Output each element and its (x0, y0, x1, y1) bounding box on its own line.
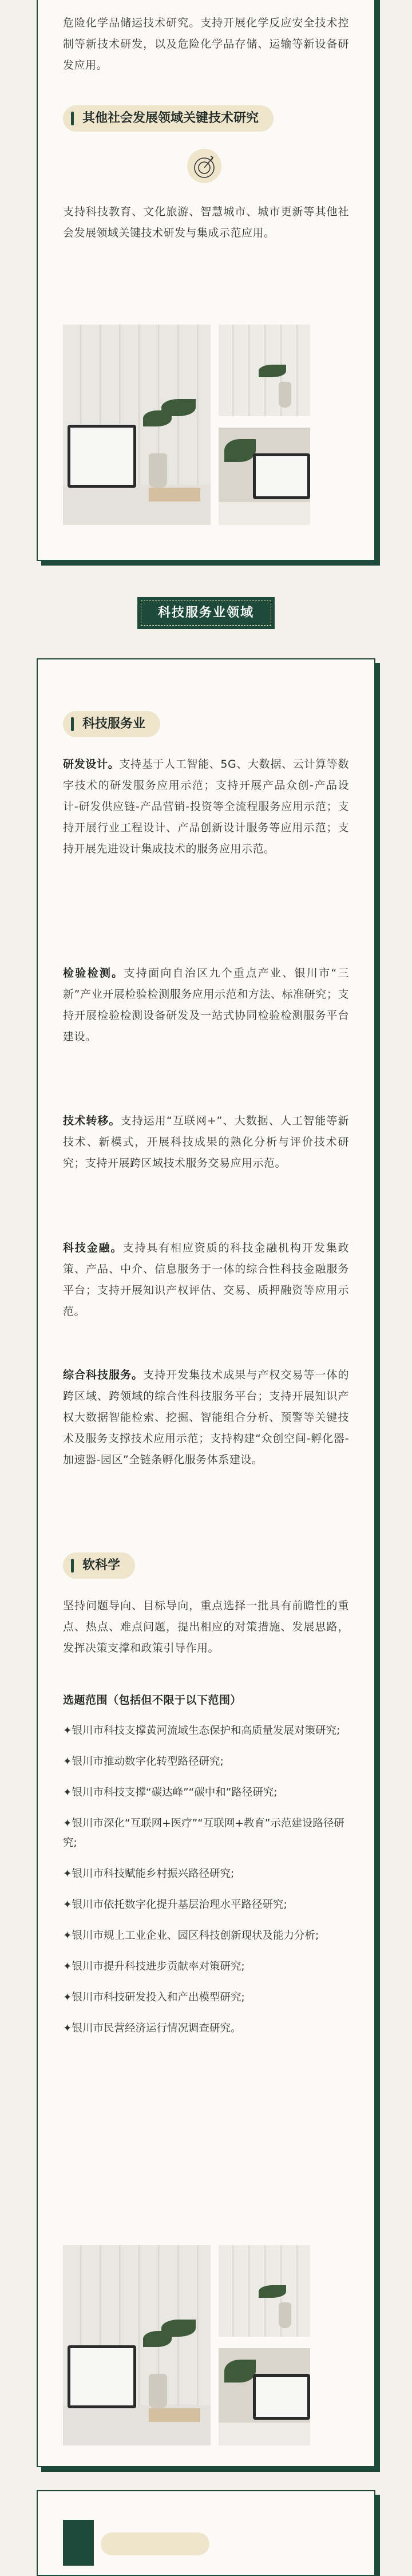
list-item: ✦银川市科技支撑“碳达峰”“碳中和”路径研究; (63, 1787, 278, 1799)
list-item: ✦银川市民营经济运行情况调查研究。 (63, 2022, 241, 2034)
list-item: ✦银川市科技研发投入和产出模型研究; (63, 1992, 245, 2004)
item-text: 支持运用“互联网+”、大数据、人工智能等新技术、新模式，开展科技成果的熟化分析与评价技术研究；支持开展跨区域技术服务交易应用示范。 (63, 1115, 349, 1170)
office-photo-top-right (219, 325, 310, 416)
heading-row (63, 711, 349, 737)
vase-image (149, 453, 167, 488)
plant-leaf (259, 365, 286, 377)
office-photo-main (63, 325, 211, 525)
vase-image (149, 2374, 167, 2408)
office-photo-bottom-right (219, 428, 310, 525)
item-title: 技术转移。 (63, 1115, 121, 1127)
office-photo-main (63, 2245, 211, 2445)
intro-block (63, 13, 349, 76)
list-item: ✦银川市科技支撑黄河流域生态保护和高质量发展对策研究; (63, 1725, 340, 1737)
item-title: 综合科技服务。 (63, 1369, 144, 1381)
list-item: ✦银川市依托数字化提升基层治理水平路径研究; (63, 1899, 287, 1911)
desk (219, 2423, 310, 2445)
item-text: 支持基于人工智能、5G、大数据、云计算等数字技术的研发服务应用示范；支持开展产品众创-产品设计-研发供应链-产品营销-投资等全流程服务应用示范；支持开展行业工程设计、产品创新设计服务等应用示范；支持开展先进设计集成技术的服务应用示范。 (63, 758, 349, 855)
laptop-image (68, 2345, 136, 2408)
office-photo-top-right (219, 2245, 310, 2337)
section-heading: 科技服务业 (82, 717, 146, 731)
intro-paragraph: 坚持问题导向、目标导向，重点选择一批具有前瞻性的重点、热点、难点问题，提出相应的对策措施、发展思路，发挥决策支撑和政策引导作用。 (63, 1599, 349, 1654)
section-card-next (37, 2490, 375, 2576)
section-card-services (37, 658, 375, 2467)
plant-leaf (224, 2360, 256, 2383)
item-title: 科技金融。 (63, 1242, 123, 1254)
intro-paragraph: 危险化学品储运技术研究。支持开展化学反应安全技术控制等新技术研发，以及危险化学品存储、运输等新设备研发应用。 (63, 17, 349, 72)
plant-leaf (259, 2285, 286, 2298)
scope-title-row (63, 1690, 349, 1711)
item-text: 支持开发集技术成果与产权交易等一体的跨区域、跨领域的综合性科技服务平台；支持开展知识产权大数据智能检索、挖掘、智能组合分析、预警等关键技术及服务支撑技术应用示范；支持构建“众创空间-孵化器-加速器-园区”全链条孵化服务体系建设。 (63, 1369, 349, 1466)
heading-row (63, 1552, 349, 1579)
list-item: ✦银川市提升科技进步贡献率对策研究; (63, 1961, 245, 1973)
section-heading: 其他社会发展领域关键技术研究 (82, 111, 259, 125)
laptop-image (253, 2374, 310, 2420)
laptop-image (253, 453, 310, 499)
service-item (63, 1238, 349, 1322)
scope-title: 选题范围（包括但不限于以下范围） (63, 1694, 242, 1706)
soft-science-intro (63, 1595, 349, 1659)
office-photo-bottom-right (219, 2348, 310, 2445)
scope-list (63, 1721, 349, 2050)
list-item: ✦银川市科技赋能乡村振兴路径研究; (63, 1868, 235, 1880)
ribbon-label: 科技服务业领域 (157, 606, 254, 620)
next-section-marker (63, 2520, 94, 2566)
service-item (63, 1111, 349, 1174)
notebook-image (149, 2408, 200, 2422)
vase-image (279, 382, 291, 408)
section-heading-pill (63, 1552, 135, 1579)
notebook-image (149, 488, 200, 501)
item-text: 支持面向自治区九个重点产业、银川市“三新”产业开展检验检测服务应用示范和方法、标准研究；支持开展检验检测设备研发及一站式协同检验检测服务平台建设。 (63, 967, 349, 1043)
vase-image (279, 2302, 291, 2328)
office-photo-collage (63, 2245, 315, 2445)
section-heading-pill (63, 105, 274, 132)
section-heading-pill (63, 711, 160, 737)
desk (219, 502, 310, 525)
heading-bar (71, 1559, 74, 1573)
heading-bar (71, 717, 74, 731)
list-item: ✦银川市规上工业企业、园区科技创新现状及能力分析; (63, 1930, 319, 1942)
section-heading-pill (101, 2532, 209, 2555)
section-card-social (37, 0, 375, 561)
office-photo-collage (63, 325, 315, 525)
body-paragraph: 支持科技教育、文化旅游、智慧城市、城市更新等其他社会发展领域关键技术研发与集成示范应用。 (63, 206, 349, 239)
body-block (63, 202, 349, 244)
section-ribbon (137, 597, 275, 629)
list-item: ✦银川市深化“互联网+医疗”“互联网+教育”示范建设路径研究; (63, 1818, 344, 1849)
item-text: 支持具有相应资质的科技金融机构开发集政策、产品、中介、信息服务于一体的综合性科技金融服务平台；支持开展知识产权评估、交易、质押融资等应用示范。 (63, 1242, 349, 1318)
target-icon (185, 147, 223, 185)
service-item (63, 754, 349, 860)
item-title: 研发设计。 (63, 758, 120, 771)
list-item: ✦银川市推动数字化转型路径研究; (63, 1756, 224, 1768)
item-title: 检验检测。 (63, 967, 124, 979)
plant-leaf (161, 2320, 196, 2337)
heading-row (63, 105, 349, 132)
service-item (63, 1365, 349, 1471)
heading-bar (71, 112, 74, 125)
section-heading: 软科学 (82, 1558, 121, 1573)
service-item (63, 963, 349, 1048)
laptop-image (68, 425, 136, 488)
plant-leaf (224, 439, 256, 462)
plant-leaf (161, 399, 196, 416)
